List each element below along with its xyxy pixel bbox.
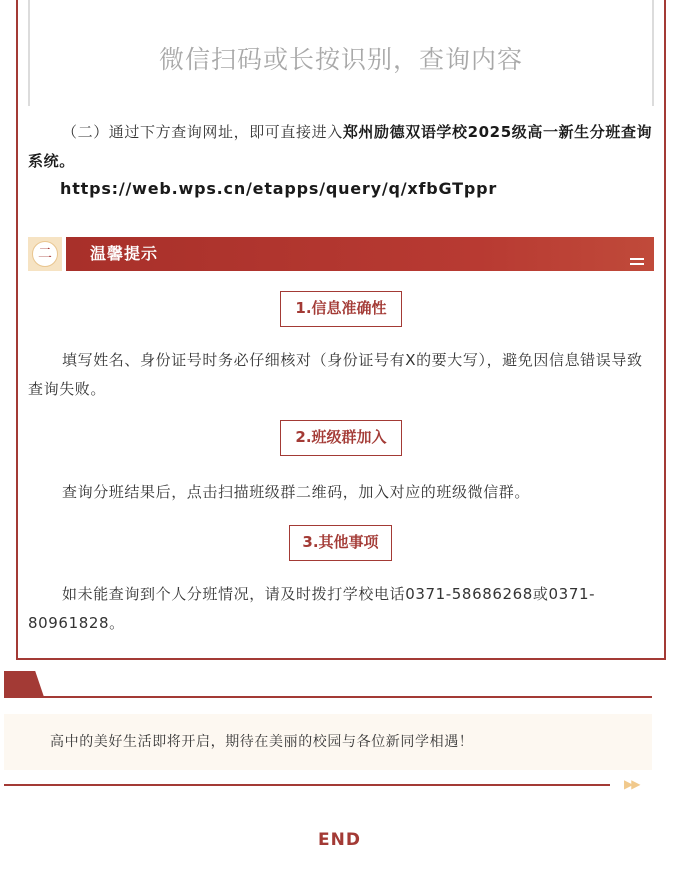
query-text: （二）通过下方查询网址，即可直接进入	[62, 123, 343, 141]
qr-caption: 微信扫码或长按识别，查询内容	[158, 45, 523, 74]
footer-divider	[4, 671, 652, 699]
query-url-link[interactable]: https://web.wps.cn/etapps/query/q/xfbGTppr	[60, 179, 498, 198]
tips-number-badge	[28, 237, 62, 271]
section-heading-class-group: 2.班级群加入	[280, 420, 402, 456]
footer-note: 高中的美好生活即将开启，期待在美丽的校园与各位新同学相遇！	[4, 714, 652, 770]
section-body-class-group: 查询分班结果后，点击扫描班级群二维码，加入对应的班级微信群。	[62, 483, 531, 501]
tips-title: 温馨提示	[90, 244, 159, 263]
section-body-accuracy: 填写姓名、身份证号时务必仔细核对（身份证号有X的要大写），避免因信息错误导致查询失败。	[28, 351, 643, 398]
footer-bottom-line	[4, 784, 610, 786]
section-heading-other: 3.其他事项	[289, 525, 392, 561]
query-system-name: 郑州励德双语学校2025级高一新生分班查询系统。	[28, 123, 653, 170]
menu-lines-icon	[630, 255, 644, 265]
tips-number: 二	[32, 241, 58, 267]
tips-header	[28, 237, 654, 271]
query-paragraph	[28, 118, 654, 176]
section-body-other: 如未能查询到个人分班情况，请及时拨打学校电话0371-58686268或0371-80961828。	[28, 585, 596, 632]
tips-title-band	[66, 237, 654, 271]
footer-line	[4, 696, 652, 698]
qr-code-box[interactable]	[28, 0, 654, 106]
footer-tab-shape	[4, 671, 44, 697]
section-heading-accuracy: 1.信息准确性	[280, 291, 402, 327]
end-label: END	[318, 830, 361, 850]
double-arrow-icon: ▶▶	[624, 777, 639, 791]
